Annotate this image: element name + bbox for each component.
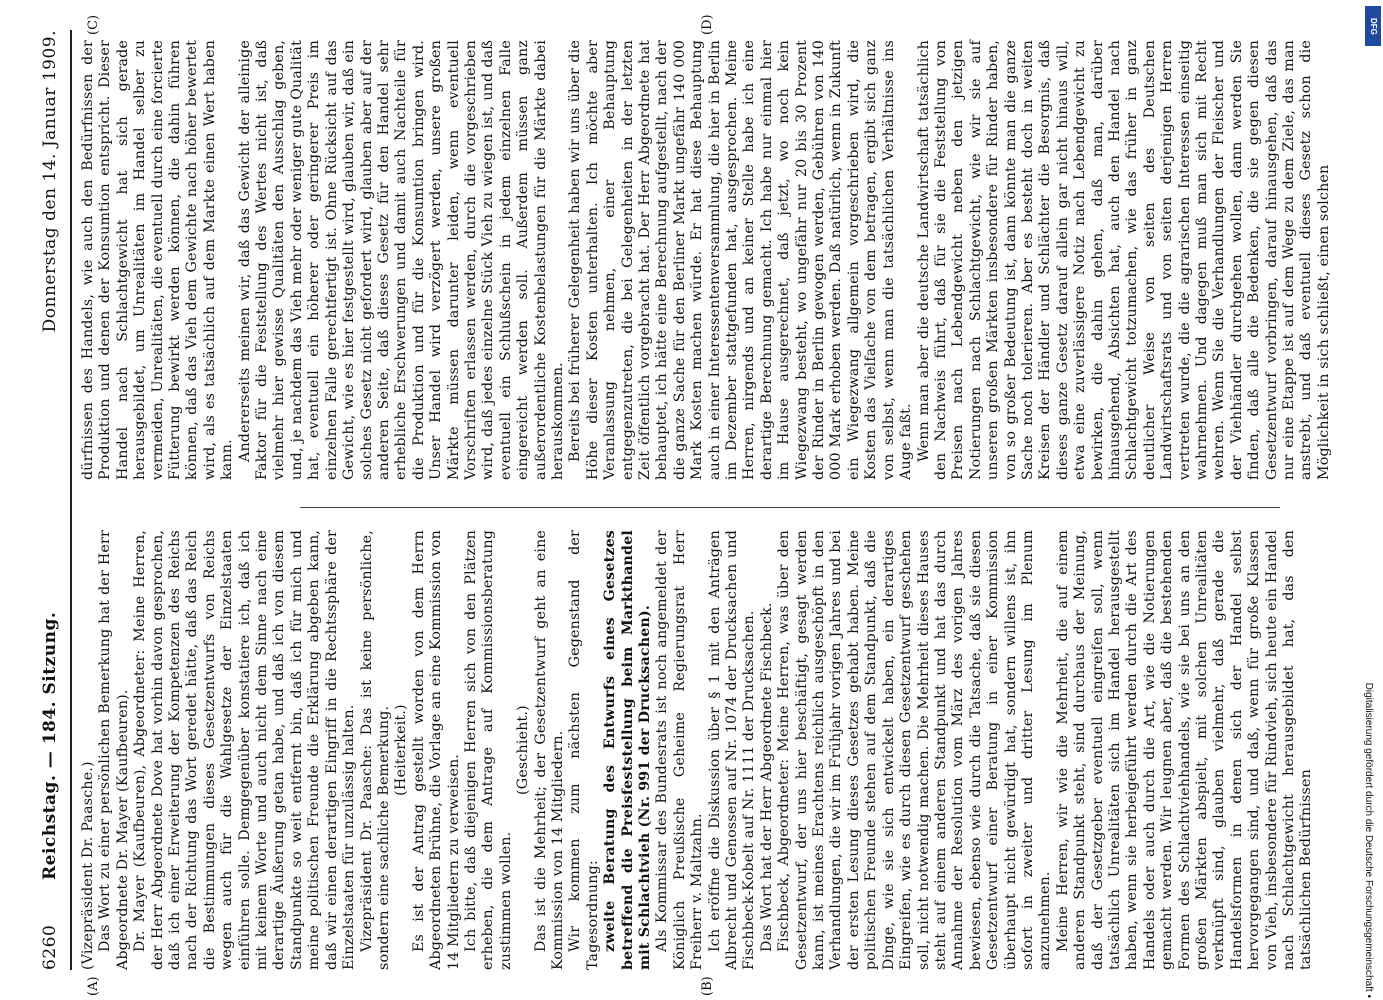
column-separator bbox=[300, 507, 1280, 508]
margin-marker-d: (D) bbox=[700, 14, 715, 35]
paragraph: Ich eröffne die Diskussion über § 1 mit den Anträgen Albrecht und Genossen auf Nr. 1074 der Drucksachen und Fischbeck-Kobelt auf Nr. 1111 der Drucksachen. bbox=[706, 530, 758, 970]
header-rule bbox=[70, 30, 72, 970]
paragraph: Bereits bei früherer Gelegenheit haben wir uns über die Höhe dieser Kosten unterhalten. Ich möchte aber Veranlassung nehmen, einer Behauptung entgegenzutreten, die bei Gelegenheiten in der letzten Zeit öffentlich vorgebracht hat. Der Herr Abgeordnete hat behauptet, ich hätte eine Berechnung aufgestellt, nach der die ganze Sache für den Berliner Markt ungefähr 140 000 Mark Kosten machen würde. Er hat diese Behauptung auch in einer Interessentenversammlung, die hier in Berlin im Dezember stattgefunden hat, ausgesprochen. Meine Herren, nirgends und an keiner Stelle habe ich eine derartige Berechnung gemacht. Ich habe nur einmal hier im Hause ausgerechnet, daß jetzt, wo noch kein Wiegezwang besteht, wo ungefähr nur 20 bis 30 Prozent der Rinder in Berlin gewogen werden, Gebühren von 140 000 Mark erhoben werden. Daß natürlich, wenn in Zukunft ein Wiegezwang allgemein vorgeschrieben wird, die Kosten das Vielfache von dem betragen, ergibt sich ganz von selbst, wenn man die tatsächlichen Verhältnisse ins Auge faßt. bbox=[567, 40, 915, 480]
paragraph: Dr. Mayer (Kaufbeuren), Abgeordneter: Meine Herren, der Herr Abgeordnete Dove hat vorhin davon gesprochen, daß ich einer Erweiterung der Kompetenzen des Reichs nach der Richtung das Wort geredet hätte, daß das Reich die Bestimmungen dieses Gesetzentwurfs von Reichs wegen auch für die Wahlgesetze der Einzelstaaten einführen solle. Demgegenüber konstatiere ich, daß ich mit keinem Worte und auch nicht dem Sinne nach eine derartige Äußerung getan habe, und daß ich von diesem Standpunkte so weit entfernt bin, daß ich für mich und meine politischen Freunde die Erklärung abgeben kann, daß wir einen derartigen Eingriff in die Rechtssphäre der Einzelstaaten für unzulässig halten. bbox=[132, 530, 358, 970]
paragraph: Das Wort hat der Herr Abgeordnete Fischbeck. bbox=[758, 602, 775, 952]
margin-marker-a: (A) bbox=[86, 976, 101, 996]
paragraph: Es ist der Antrag gestellt worden von dem Herrn Abgeordneten Brühne, die Vorlage an eine Kommission von 14 Mitgliedern zu verweisen. bbox=[410, 530, 462, 970]
paragraph: Ich bitte, daß diejenigen Herren sich von den Plätzen erheben, die dem Antrage auf Kommissionsberatung zustimmen wollen. bbox=[462, 530, 514, 970]
dfg-logo: DFG bbox=[1365, 6, 1381, 46]
left-column bbox=[80, 530, 1316, 970]
page-header bbox=[32, 30, 72, 970]
session-date: Donnerstag den 14. Januar 1909. bbox=[40, 30, 60, 333]
paragraph: (Geschieht.) bbox=[515, 705, 532, 795]
paragraph: Meine Herren, wir wie die Mehrheit, die auf einem anderen Standpunkt steht, sind durchaus der Meinung, daß der Gesetzgeber eventuell eingreifen soll, wenn tatsächlich Unrealitäten sich im Handel herausgestellt haben, wenn sie herbeigeführt werden durch die Art des Handels oder auch durch die Art, wie die Notierungen gemacht werden. Wir leugnen aber, daß die bestehenden Formen des Schlachtviehhandels, wie sie bei uns an den großen Märkten abspielt, mit solchen Unrealitäten verknüpft sind, glauben vielmehr, daß gerade die Handelsformen in denen sich der Handel selbst hervorgegangen sind, und daß, wenn für große Klassen von Vieh, insbesondere für Rindvieh, sich heute ein Handel nach Schlachtgewicht herausgebildet hat, das den tatsächlichen Bedürfnissen bbox=[1054, 530, 1315, 970]
paragraph: Als Kommissar des Bundesrats ist noch angemeldet der Königlich Preußische Geheime Regierungsrat Herr Freiherr v. Maltzahn. bbox=[654, 530, 706, 970]
paragraph: Das Wort zu einer persönlichen Bemerkung hat der Herr Abgeordnete Dr. Mayer (Kaufbeuren). bbox=[97, 530, 131, 970]
paragraph: zweite Beratung des Entwurfs eines Gesetzes betreffend die Preisfeststellung beim Markthandel mit Schlachtvieh (Nr. 991 der Drucksachen). bbox=[602, 530, 653, 970]
paragraph: Vizepräsident Dr. Paasche: Das ist keine persönliche, sondern eine sachliche Bemerkung. bbox=[358, 530, 392, 970]
session-title: Reichstag. — 184. Sitzung. bbox=[40, 611, 60, 880]
margin-marker-c: (C) bbox=[86, 14, 101, 35]
right-column bbox=[80, 40, 1333, 480]
paragraph: Das ist die Mehrheit; der Gesetzentwurf geht an eine Kommission von 14 Mitgliedern. bbox=[532, 530, 566, 970]
paragraph: Andererseits meinen wir, daß das Gewicht der alleinige Faktor für die Feststellung des Wertes nicht ist, daß vielmehr hier gewisse Qualitäten den Ausschlag geben, und, je nachdem das Vieh mehr oder weniger gute Qualität hat, eventuell ein höherer oder geringerer Preis im einzelnen Falle gerechtfertigt ist. Ohne Rücksicht auf das Gewicht, wie es hier festgestellt wird, glauben wir, daß ein solches Gesetz nicht gefordert wird, glauben aber auf der anderen Seite, daß dieses Gesetz für den Handel sehr erhebliche Erschwerungen und damit auch Nachteile für die Produktion und für die Konsumtion bringen wird. Unser Handel wird verzögert werden, unsere großen Märkte müssen darunter leiden, wenn eventuell Vorschriften erlassen werden, durch die vorgeschrieben wird, daß jedes einzelne Stück Vieh zu wiegen ist, und daß eventuell ein Schlußschein in jedem einzelnen Falle eingereicht werden soll. Außerdem müssen ganz außerordentliche Kostenbelastungen für die Märkte dabei herauskommen. bbox=[236, 40, 566, 480]
paragraph: Wir kommen zum nächsten Gegenstand der Tagesordnung: bbox=[567, 530, 601, 970]
digitization-note-text: Digitalisierung gefördert durch die Deutsche Forschungsgemeinschaft • bbox=[1363, 682, 1374, 998]
paragraph: dürfnissen des Handels, wie auch den Bedürfnissen der Produktion und denen der Konsumtion entspricht. Dieser Handel nach Schlachtgewicht hat sich gerade herausgebildet, um Unrealitäten im Handel selber zu vermeiden, Unrealitäten, die eventuell durch eine forcierte Fütterung bewirkt werden können, die dahin führen können, daß das Vieh dem Gewichte nach höher bewertet wird, als es tatsächlich auf dem Markte einen Wert haben kann. bbox=[80, 40, 236, 480]
margin-marker-b: (B) bbox=[700, 976, 715, 996]
paragraph: (Heiterkeit.) bbox=[393, 704, 410, 796]
paragraph: Fischbeck, Abgeordneter: Meine Herren, was über den Gesetzentwurf, der uns hier beschäftigt, gesagt werden kann, ist meines Erachtens reichlich ausgeschöpft in den Verhandlungen, die wir im Frühjahr vorigen Jahres und bei der ersten Lesung dieses Gesetzes gehabt haben. Meine politischen Freunde stehen auf dem Standpunkt, daß die Dinge, wie sie sich entwickelt haben, ein derartiges Eingreifen, wie es durch diesen Gesetzentwurf geschehen soll, nicht notwendig machen. Die Mehrheit dieses Hauses steht auf einem anderen Standpunkt und hat das durch Annahme der Resolution vom März des vorigen Jahres bewiesen, ebenso wie durch die Tatsache, daß sie diesen Gesetzentwurf einer Beratung in einer Kommission überhaupt nicht gewürdigt hat, sondern willens ist, ihn sofort in zweiter und dritter Lesung im Plenum anzunehmen. bbox=[776, 530, 1054, 970]
paragraph: (Vizepräsident Dr. Paasche.) bbox=[80, 761, 96, 970]
page-number: 6260 bbox=[40, 924, 60, 970]
digitization-note bbox=[1359, 8, 1377, 998]
paragraph: Wenn man aber die deutsche Landwirtschaft tatsächlich den Nachweis führt, daß für sie die Feststellung von Preisen nach Lebendgewicht neben den jetzigen Notierungen nach Schlachtgewicht, wie wir sie auf unseren großen Märkten insbesondere für Rinder haben, von so großer Bedeutung ist, dann könnte man die ganze Sache noch tolerieren. Aber es besteht doch in weiten Kreisen der Händler und Schlächter die Besorgnis, daß dieses ganze Gesetz darauf allein gar nicht hinaus will, etwa eine zuverlässigere Notiz nach Lebendgewicht zu bewirken, die dahin gehen, daß man, darüber hinausgehend, Absichten hat, auch den Handel nach Schlachtgewicht totzumachen, wie das früher in ganz deutlicher Weise von seiten des Deutschen Landwirtschaftsrats und von seiten derjenigen Herren vertreten wurde, die die agrarischen Interessen einseitig wahrnehmen. Und dagegen muß man sich mit Recht wehren. Wenn Sie die Verhandlungen der Fleischer und der Viehhändler durchgehen wollen, dann werden Sie finden, daß alle die Bedenken, die sie gegen diesen Gesetzentwurf vorbringen, darauf hinausgehen, daß das nur eine Etappe ist auf dem Wege zu dem Ziele, das man anstrebt, und daß eventuell dieses Gesetz schon die Möglichkeit in sich schließt, einen solchen bbox=[915, 40, 1332, 480]
